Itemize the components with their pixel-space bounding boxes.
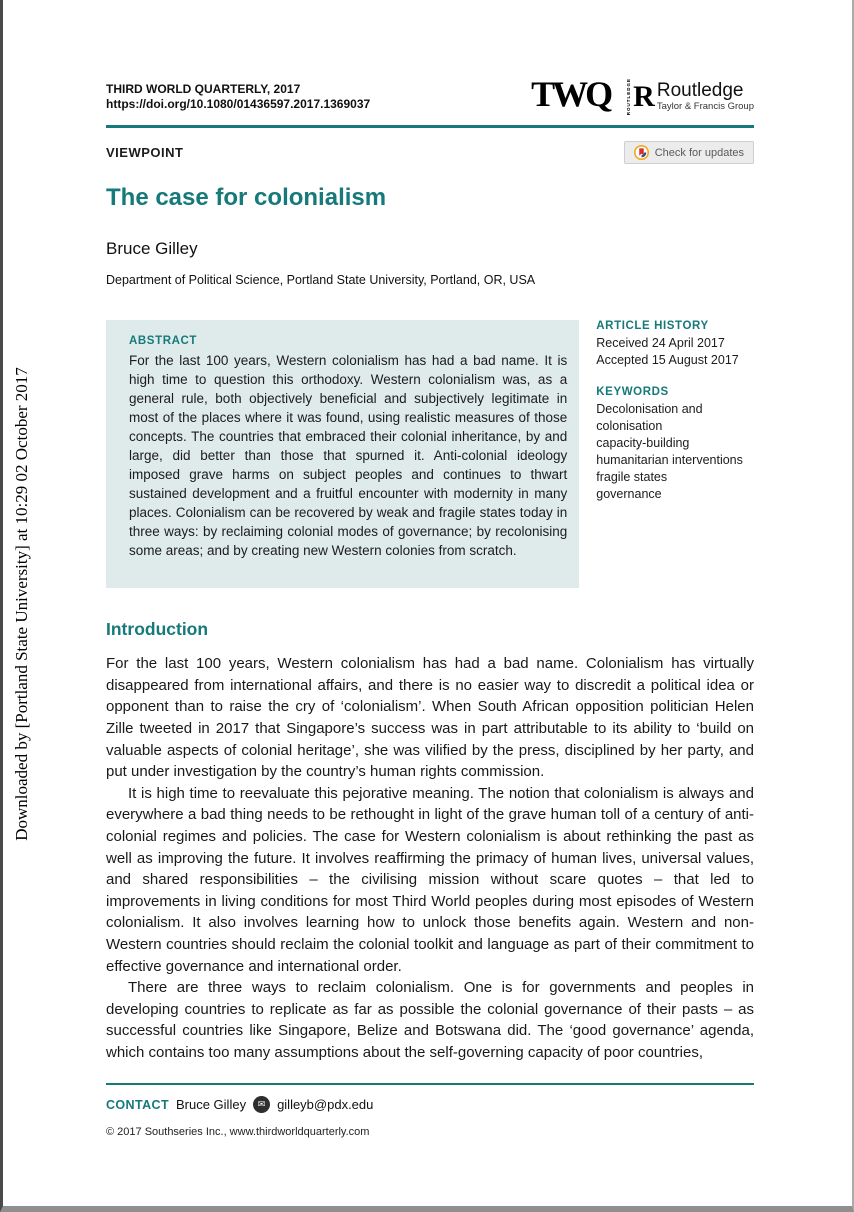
article-history-block [596,320,754,369]
copyright-line: © 2017 Southseries Inc., www.thirdworldquarterly.com [106,1126,370,1138]
received-date: Received 24 April 2017 [596,336,725,351]
routledge-vertical-label: ROUTLEDGE [626,78,632,116]
check-for-updates-button[interactable] [624,141,754,164]
journal-title: THIRD WORLD QUARTERLY, 2017 [106,82,301,96]
author-name: Bruce Gilley [106,239,198,259]
contact-email[interactable]: gilleyb@pdx.edu [277,1097,374,1112]
routledge-r-icon: R [633,79,655,113]
check-for-updates-label: Check for updates [654,146,744,159]
doi-link[interactable]: https://doi.org/10.1080/01436597.2017.1369037 [106,97,371,111]
contact-label: CONTACT [106,1097,169,1112]
footer-rule [106,1083,754,1085]
introduction-heading: Introduction [106,619,209,640]
routledge-name: Routledge [656,79,744,101]
page-footer [106,1083,754,1138]
abstract-box [106,320,579,588]
keyword-item: capacity-building [596,436,690,451]
article-title: The case for colonialism [106,184,387,212]
twq-logo: TWQ [531,74,611,114]
keyword-item: Decolonisation and colonisation [596,402,703,434]
keyword-item: humanitarian interventions [596,453,743,468]
body-paragraph-1: For the last 100 years, Western colonialism has had a bad name. Colonialism has virtually disappeared from international affairs, and there is no easier way to discredit a political idea or opponent than to raise the cry of ‘colonialism’. When South African opposition politician Helen Zille tweeted in 2017 that Singapore’s success was in part attributable to its ability to ‘build on valuable aspects of colonial heritage’, she was vilified by the press, disciplined by her party, and put under investigation by the country’s human rights commission. [106,655,754,781]
publisher-logos [531,74,754,116]
author-affiliation: Department of Political Science, Portland State University, Portland, OR, USA [106,273,536,288]
abstract-heading: ABSTRACT [129,335,198,348]
contact-name: Bruce Gilley [175,1097,247,1112]
header-rule [106,125,754,128]
article-meta-column [596,320,754,503]
routledge-logo [626,78,754,115]
abstract-text: For the last 100 years, Western colonialism has had a bad name. It is high time to question this orthodoxy. Western colonialism was, as a general rule, both objectively beneficial and subjectively legitimate in most of the places where it was found, using realistic measures of those concepts. The countries that embraced their colonial inheritance, by and large, did better than those that spurned it. Anti-colonial ideology imposed grave harms on subject peoples and continues to thwart sustained development and a fruitful encounter with modernity in many places. Colonialism can be recovered by weak and fragile states today in three ways: by reclaiming colonial modes of governance; by recolonising some areas; and by creating new Western colonies from scratch. [129,353,568,559]
keyword-item: fragile states [596,470,668,485]
accepted-date: Accepted 15 August 2017 [596,353,739,368]
keyword-item: governance [596,487,662,502]
download-watermark: Downloaded by [Portland State University] at 10:29 02 October 2017 [12,367,31,841]
body-paragraph-2: It is high time to reevaluate this pejorative meaning. The notion that colonialism is always and everywhere a bad thing needs to be rethought in light of the grave human toll of a century of anti-colonial regimes and policies. The case for Western colonialism is about rethinking the past as well as improving the future. It involves reaffirming the primacy of human lives, universal values, and shared responsibilities – the civilising mission without scare quotes – that led to improvements in living conditions for most Third World peoples during most episodes of Western colonialism. It also involves learning how to unlock those benefits again. Western and non-Western countries should reclaim the colonial toolkit and language as part of their commitment to effective governance and international order. [106,784,754,975]
section-label: VIEWPOINT [106,145,184,161]
page-header [106,0,754,115]
keywords-heading: KEYWORDS [596,386,669,399]
crossmark-icon [634,145,649,160]
keywords-block [596,386,754,503]
body-paragraph-3: There are three ways to reclaim colonialism. One is for governments and peoples in developing countries to replicate as far as possible the colonial governance of their pasts – as successful countries like Singapore, Belize and Botswana did. The ‘good governance’ agenda, which contains too many assumptions about the self-governing capacity of poor countries, [106,979,754,1061]
envelope-icon: ✉ [253,1096,270,1113]
article-history-heading: ARTICLE HISTORY [596,320,709,333]
article-body [106,653,754,1063]
routledge-subtitle: Taylor & Francis Group [656,100,754,112]
